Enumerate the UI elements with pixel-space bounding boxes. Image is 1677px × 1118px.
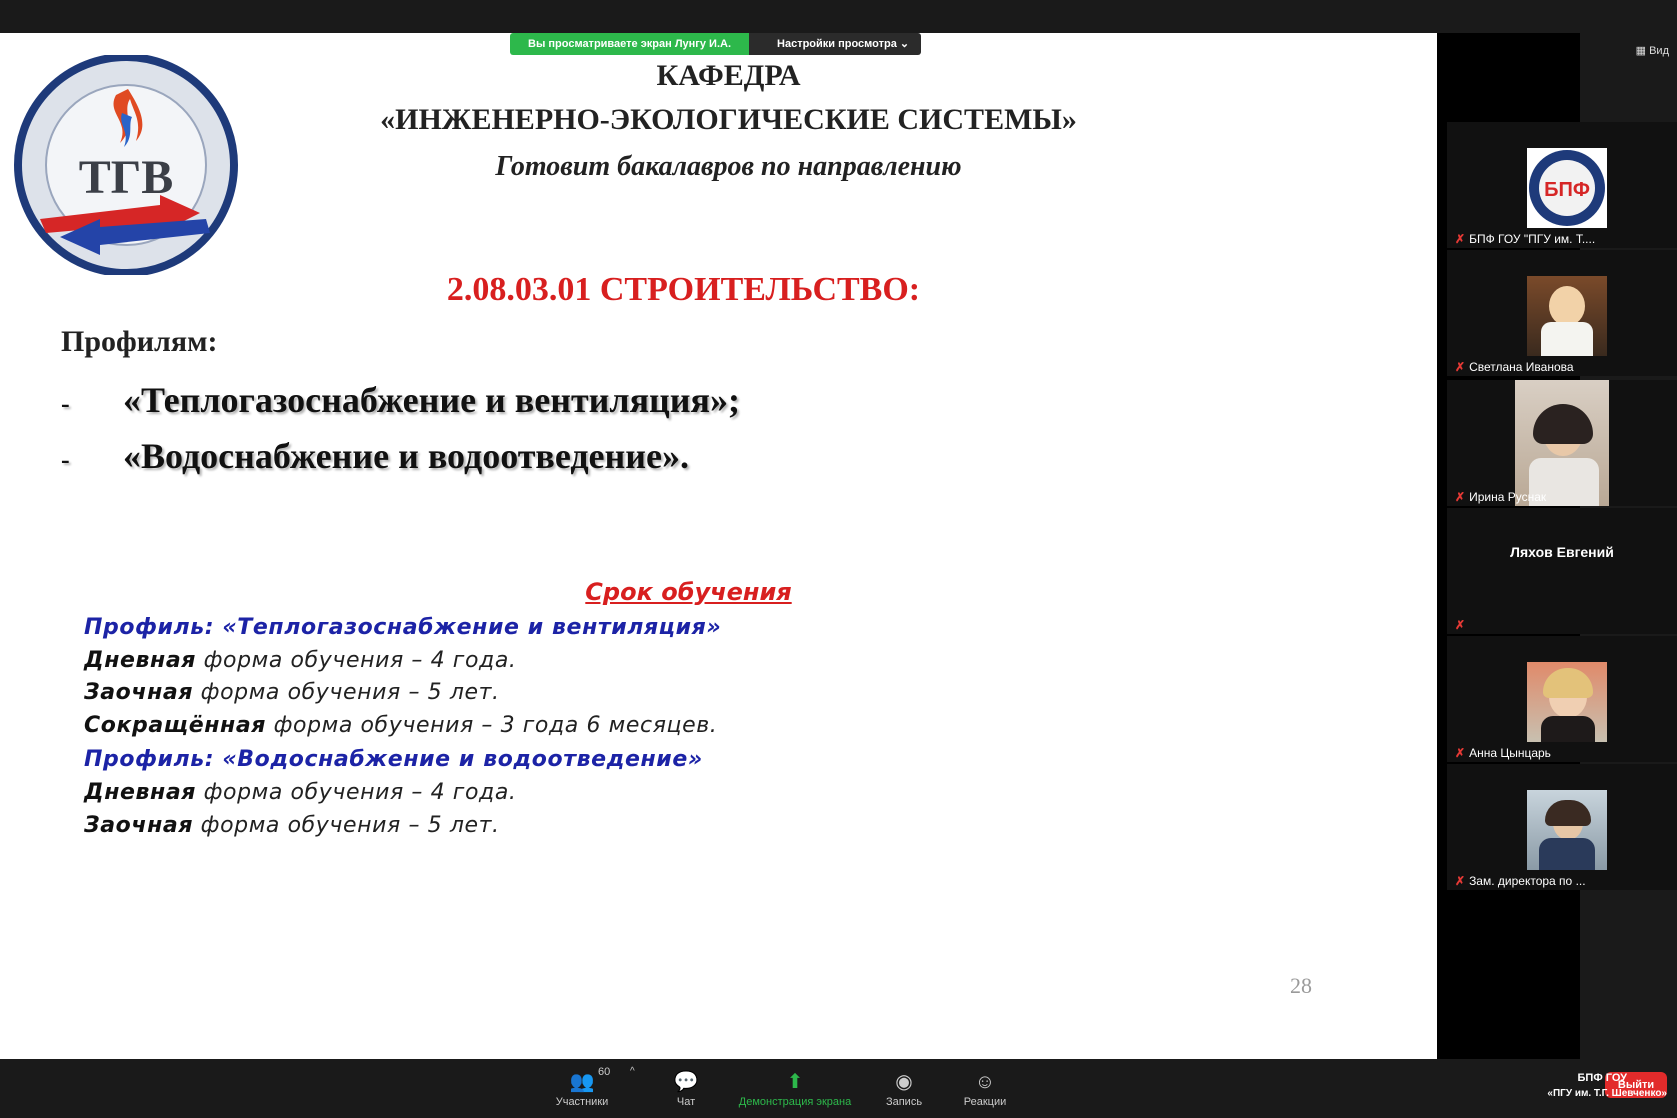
participant-name-row	[1455, 490, 1546, 504]
participant-tile[interactable]	[1447, 508, 1677, 634]
chat-icon: 💬	[673, 1070, 699, 1093]
participant-video	[1527, 790, 1607, 870]
grid-icon: ▦	[1635, 45, 1647, 57]
share-screen-label: Демонстрация экрана	[738, 1095, 852, 1108]
top-bar	[0, 0, 1677, 33]
participant-name: БПФ ГОУ "ПГУ им. Т....	[1469, 232, 1596, 246]
participant-name-row	[1455, 874, 1586, 888]
participant-tile[interactable]	[1447, 636, 1677, 762]
exit-area	[1537, 1072, 1667, 1100]
slide-page-number: 28	[1290, 973, 1312, 998]
participant-name-row	[1455, 746, 1551, 760]
shared-slide	[0, 33, 1437, 1059]
view-settings-label: Настройки просмотра	[777, 38, 897, 50]
view-button[interactable]	[1636, 44, 1669, 57]
mic-muted-icon: ✗	[1455, 746, 1466, 760]
specialty-code: 2.08.03.01 СТРОИТЕЛЬСТВО:	[446, 271, 921, 308]
profile-bullet: - «Водоснабжение и водоотведение».	[61, 436, 689, 476]
participant-name-row	[1455, 232, 1595, 246]
study-duration-header: Срок обучения	[585, 578, 792, 606]
mic-muted-icon: ✗	[1455, 232, 1466, 246]
chevron-down-icon: ⌄	[899, 38, 910, 50]
mic-muted-icon: ✗	[1455, 618, 1466, 632]
participant-tile[interactable]	[1447, 122, 1677, 248]
study-line: Заочная форма обучения – 5 лет.	[84, 680, 500, 705]
exit-button[interactable]: Выйти	[1605, 1072, 1667, 1098]
study-line: Сокращённая форма обучения – 3 года 6 месяцев.	[84, 713, 718, 738]
participant-center-name: Ляхов Евгений	[1510, 544, 1614, 560]
meeting-toolbar	[0, 1059, 1677, 1118]
participant-tile[interactable]	[1447, 250, 1677, 376]
participants-count: 60	[598, 1066, 611, 1078]
participants-icon: 👥	[569, 1070, 595, 1093]
participant-video	[1527, 662, 1607, 742]
logo-text: ТГВ	[78, 151, 174, 204]
profile2-title: Профиль: «Водоснабжение и водоотведение»	[84, 747, 703, 772]
participant-name: Ирина Руснак	[1469, 490, 1547, 504]
mic-muted-icon: ✗	[1455, 360, 1466, 374]
record-button[interactable]	[878, 1059, 930, 1118]
reactions-label: Реакции	[963, 1095, 1007, 1108]
chat-button[interactable]	[664, 1059, 708, 1118]
record-label: Запись	[885, 1095, 923, 1108]
chat-label: Чат	[676, 1095, 696, 1108]
study-line: Заочная форма обучения – 5 лет.	[84, 813, 500, 838]
reactions-icon: ☺	[974, 1070, 996, 1093]
participant-video	[1527, 276, 1607, 356]
share-screen-button[interactable]	[730, 1059, 860, 1118]
bpf-logo-text: БПФ	[1544, 179, 1590, 201]
slide-title-line1: КАФЕДРА	[656, 59, 801, 92]
slide-title-line2: «ИНЖЕНЕРНО-ЭКОЛОГИЧЕСКИЕ СИСТЕМЫ»	[380, 103, 1077, 136]
participants-label: Участники	[555, 1095, 609, 1108]
participants-options-caret-icon[interactable]: ^	[630, 1066, 635, 1077]
profile-bullet-text: «Водоснабжение и водоотведение».	[123, 436, 689, 476]
profile-bullet-text: «Теплогазоснабжение и вентиляция»;	[123, 380, 741, 420]
participant-name-row	[1455, 360, 1574, 374]
slide-subtitle: Готовит бакалавров по направлению	[495, 151, 962, 182]
profile1-title: Профиль: «Теплогазоснабжение и вентиляция»	[84, 615, 722, 640]
mic-muted-icon: ✗	[1455, 490, 1466, 504]
participant-name-row	[1455, 618, 1465, 632]
participant-name: Анна Цынцарь	[1469, 746, 1551, 760]
share-screen-icon: ⬆	[786, 1070, 804, 1093]
view-label: Вид	[1649, 45, 1669, 57]
study-line: Дневная форма обучения – 4 года.	[84, 648, 517, 673]
participant-name: Светлана Иванова	[1469, 360, 1574, 374]
exit-org-line1: БПФ ГОУ	[1577, 1072, 1627, 1084]
study-line: Дневная форма обучения – 4 года.	[84, 780, 517, 805]
record-icon: ◉	[895, 1070, 913, 1093]
participant-tile[interactable]	[1447, 764, 1677, 890]
view-settings-button[interactable]	[749, 33, 921, 55]
viewing-text: Вы просматриваете экран Лунгу И.А.	[510, 33, 749, 55]
profile-bullet: - «Теплогазоснабжение и вентиляция»;	[61, 380, 741, 420]
participant-tile[interactable]	[1447, 380, 1677, 506]
participant-video	[1515, 380, 1609, 506]
participant-name: Зам. директора по ...	[1469, 874, 1586, 888]
profiles-header: Профилям:	[61, 325, 218, 358]
mic-muted-icon: ✗	[1455, 874, 1466, 888]
share-banner	[510, 33, 921, 55]
exit-org-line2: «ПГУ им. Т.Г. Шевченко»	[1547, 1088, 1667, 1099]
participant-logo	[1527, 148, 1607, 228]
reactions-button[interactable]	[958, 1059, 1012, 1118]
bpf-logo-icon	[1527, 148, 1607, 228]
